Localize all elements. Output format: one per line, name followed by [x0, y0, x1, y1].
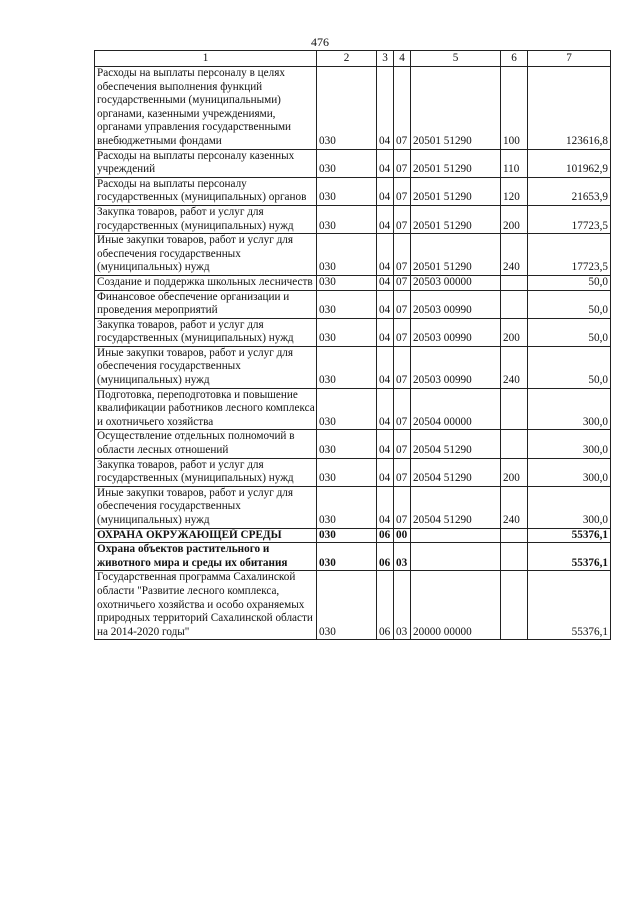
header-col-7: 7	[528, 51, 611, 67]
row-subsection: 07	[394, 458, 411, 486]
row-name: ОХРАНА ОКРУЖАЮЩЕЙ СРЕДЫ	[95, 528, 317, 543]
row-target-article: 20501 51290	[411, 205, 501, 233]
row-amount: 101962,9	[528, 149, 611, 177]
row-subsection: 07	[394, 430, 411, 458]
row-subsection: 07	[394, 275, 411, 290]
row-amount: 55376,1	[528, 571, 611, 640]
table-row	[95, 528, 611, 543]
row-subsection: 07	[394, 67, 411, 150]
row-admin-code: 030	[317, 486, 377, 528]
row-name: Осуществление отдельных полномочий в области лесных отношений	[95, 430, 317, 458]
table-row	[95, 346, 611, 388]
row-expense-type: 240	[501, 486, 528, 528]
row-amount: 50,0	[528, 290, 611, 318]
row-name: Финансовое обеспечение организации и проведения мероприятий	[95, 290, 317, 318]
row-subsection: 07	[394, 149, 411, 177]
row-admin-code: 030	[317, 430, 377, 458]
row-amount: 21653,9	[528, 177, 611, 205]
budget-table	[94, 50, 611, 640]
row-name: Создание и поддержка школьных лесничеств	[95, 275, 317, 290]
row-section: 04	[377, 177, 394, 205]
header-row	[95, 51, 611, 67]
row-section: 04	[377, 234, 394, 276]
row-amount: 300,0	[528, 486, 611, 528]
row-name: Государственная программа Сахалинской области "Развитие лесного комплекса, охотничьего хозяйства и особо охраняемых природных территорий Сахалинской области на 2014-2020 годы"	[95, 571, 317, 640]
row-subsection: 07	[394, 318, 411, 346]
row-amount: 50,0	[528, 275, 611, 290]
row-target-article: 20504 51290	[411, 486, 501, 528]
row-section: 04	[377, 205, 394, 233]
row-target-article: 20501 51290	[411, 234, 501, 276]
row-name: Закупка товаров, работ и услуг для государственных (муниципальных) нужд	[95, 458, 317, 486]
row-admin-code: 030	[317, 543, 377, 571]
table-row	[95, 290, 611, 318]
row-name: Иные закупки товаров, работ и услуг для обеспечения государственных (муниципальных) нужд	[95, 486, 317, 528]
row-amount: 300,0	[528, 430, 611, 458]
row-amount: 17723,5	[528, 205, 611, 233]
row-admin-code: 030	[317, 275, 377, 290]
row-section: 04	[377, 388, 394, 430]
row-section: 04	[377, 486, 394, 528]
header-col-6: 6	[501, 51, 528, 67]
row-section: 04	[377, 67, 394, 150]
row-name: Охрана объектов растительного и животного мира и среды их обитания	[95, 543, 317, 571]
table-row	[95, 430, 611, 458]
row-target-article: 20504 51290	[411, 430, 501, 458]
row-admin-code: 030	[317, 571, 377, 640]
row-target-article: 20504 51290	[411, 458, 501, 486]
row-target-article	[411, 543, 501, 571]
row-expense-type	[501, 543, 528, 571]
row-amount: 123616,8	[528, 67, 611, 150]
row-admin-code: 030	[317, 458, 377, 486]
row-target-article: 20504 00000	[411, 388, 501, 430]
row-amount: 17723,5	[528, 234, 611, 276]
row-section: 06	[377, 543, 394, 571]
row-admin-code: 030	[317, 388, 377, 430]
row-subsection: 03	[394, 571, 411, 640]
row-target-article: 20501 51290	[411, 177, 501, 205]
row-subsection: 07	[394, 346, 411, 388]
row-section: 04	[377, 346, 394, 388]
row-expense-type	[501, 430, 528, 458]
row-admin-code: 030	[317, 177, 377, 205]
row-expense-type: 200	[501, 205, 528, 233]
header-col-3: 3	[377, 51, 394, 67]
row-name: Расходы на выплаты персоналу государственных (муниципальных) органов	[95, 177, 317, 205]
row-expense-type: 100	[501, 67, 528, 150]
row-target-article: 20501 51290	[411, 67, 501, 150]
row-target-article: 20503 00990	[411, 346, 501, 388]
row-name: Расходы на выплаты персоналу казенных учреждений	[95, 149, 317, 177]
row-target-article: 20501 51290	[411, 149, 501, 177]
table-row	[95, 234, 611, 276]
row-admin-code: 030	[317, 290, 377, 318]
row-section: 04	[377, 458, 394, 486]
table-row	[95, 318, 611, 346]
row-section: 04	[377, 149, 394, 177]
row-target-article: 20503 00000	[411, 275, 501, 290]
table-row	[95, 388, 611, 430]
row-admin-code: 030	[317, 234, 377, 276]
row-admin-code: 030	[317, 318, 377, 346]
row-subsection: 07	[394, 234, 411, 276]
row-name: Подготовка, переподготовка и повышение квалификации работников лесного комплекса и охотничьего хозяйства	[95, 388, 317, 430]
header-col-4: 4	[394, 51, 411, 67]
row-amount: 55376,1	[528, 528, 611, 543]
row-subsection: 03	[394, 543, 411, 571]
row-name: Закупка товаров, работ и услуг для государственных (муниципальных) нужд	[95, 205, 317, 233]
header-col-5: 5	[411, 51, 501, 67]
row-subsection: 07	[394, 205, 411, 233]
row-admin-code: 030	[317, 205, 377, 233]
row-expense-type: 110	[501, 149, 528, 177]
table-row	[95, 149, 611, 177]
table-row	[95, 458, 611, 486]
row-subsection: 07	[394, 486, 411, 528]
table-row	[95, 67, 611, 150]
header-col-2: 2	[317, 51, 377, 67]
row-expense-type: 240	[501, 346, 528, 388]
table-row	[95, 275, 611, 290]
row-admin-code: 030	[317, 149, 377, 177]
row-subsection: 07	[394, 388, 411, 430]
row-name: Иные закупки товаров, работ и услуг для обеспечения государственных (муниципальных) нужд	[95, 346, 317, 388]
row-target-article: 20000 00000	[411, 571, 501, 640]
row-expense-type	[501, 528, 528, 543]
row-section: 06	[377, 571, 394, 640]
row-expense-type: 200	[501, 458, 528, 486]
row-admin-code: 030	[317, 346, 377, 388]
row-amount: 50,0	[528, 318, 611, 346]
row-target-article: 20503 00990	[411, 290, 501, 318]
row-admin-code: 030	[317, 528, 377, 543]
row-section: 06	[377, 528, 394, 543]
header-col-1: 1	[95, 51, 317, 67]
row-section: 04	[377, 290, 394, 318]
row-subsection: 07	[394, 177, 411, 205]
row-amount: 300,0	[528, 458, 611, 486]
row-section: 04	[377, 318, 394, 346]
row-expense-type	[501, 290, 528, 318]
page-number: 476	[311, 35, 329, 49]
table-row	[95, 177, 611, 205]
row-expense-type	[501, 388, 528, 430]
row-expense-type: 120	[501, 177, 528, 205]
row-admin-code: 030	[317, 67, 377, 150]
row-amount: 50,0	[528, 346, 611, 388]
table-row	[95, 571, 611, 640]
row-expense-type: 200	[501, 318, 528, 346]
row-target-article	[411, 528, 501, 543]
row-expense-type: 240	[501, 234, 528, 276]
row-amount: 55376,1	[528, 543, 611, 571]
row-section: 04	[377, 275, 394, 290]
row-name: Расходы на выплаты персоналу в целях обеспечения выполнения функций государственными (муниципальными) органами, казенными учреждениями, органами управления государственными внебюджетными фондами	[95, 67, 317, 150]
table-row	[95, 486, 611, 528]
table-row	[95, 205, 611, 233]
table-row	[95, 543, 611, 571]
row-name: Иные закупки товаров, работ и услуг для обеспечения государственных (муниципальных) нужд	[95, 234, 317, 276]
row-subsection: 00	[394, 528, 411, 543]
row-expense-type	[501, 571, 528, 640]
row-name: Закупка товаров, работ и услуг для государственных (муниципальных) нужд	[95, 318, 317, 346]
row-section: 04	[377, 430, 394, 458]
row-amount: 300,0	[528, 388, 611, 430]
row-subsection: 07	[394, 290, 411, 318]
row-target-article: 20503 00990	[411, 318, 501, 346]
row-expense-type	[501, 275, 528, 290]
